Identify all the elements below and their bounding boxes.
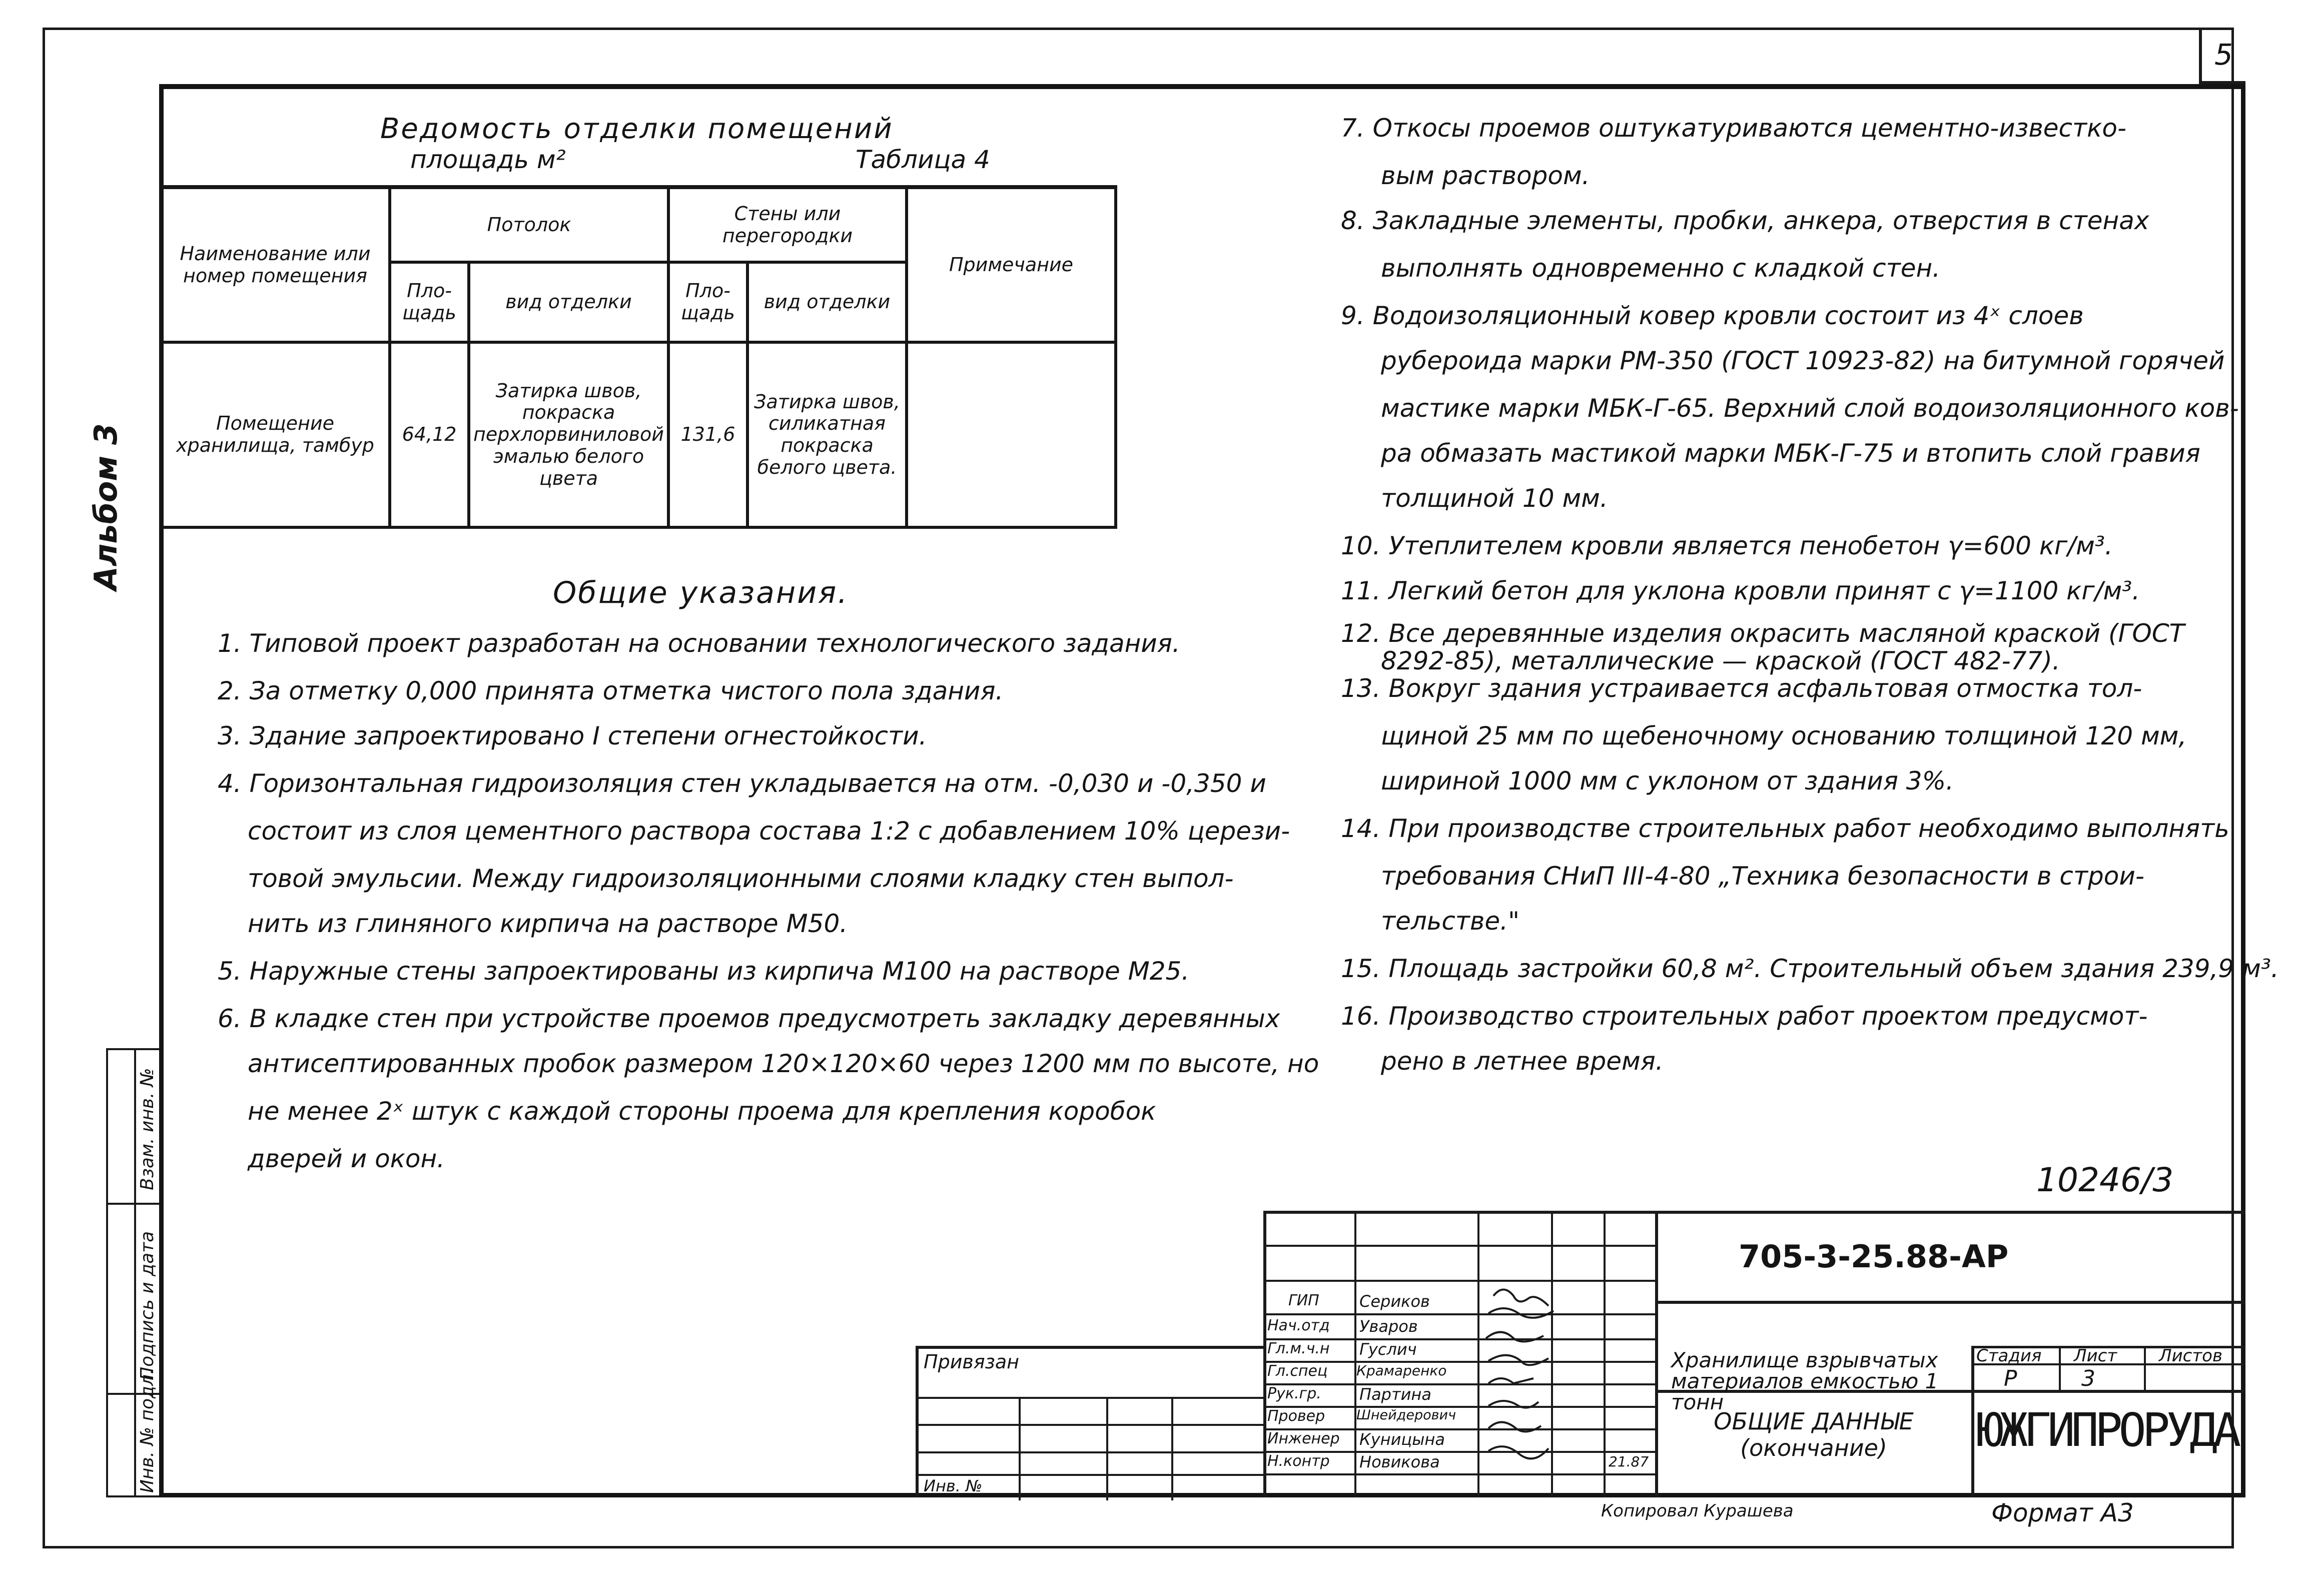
table-subtitle: площадь м² <box>410 145 566 174</box>
row-walls-area: 131,6 <box>668 342 747 527</box>
note-line: 3. Здание запроектировано I степени огнестойкости. <box>218 721 927 750</box>
header-remarks: Примечание <box>907 187 1116 342</box>
note-line: щиной 25 мм по щебеночному основанию толщиной 120 мм, <box>1381 721 2187 750</box>
note-line: 8292-85), металлические — краской (ГОСТ 482-77). <box>1381 646 2060 675</box>
privyazan-label: Привязан <box>924 1351 1019 1373</box>
header-ceiling-finish: вид отделки <box>469 262 668 342</box>
note-line: 13. Вокруг здания устраивается асфальтовая отмостка тол- <box>1341 674 2142 703</box>
row-remarks <box>907 342 1116 527</box>
note-line: 16. Производство строительных работ проектом предусмот- <box>1341 1002 2148 1031</box>
header-walls-area: Пло-щадь <box>668 262 747 342</box>
role-gl-spec: Гл.спец <box>1267 1362 1328 1380</box>
inv-no-label: Инв. № <box>924 1476 983 1495</box>
sheet-value: 3 <box>2081 1366 2095 1391</box>
note-line: антисептированных пробок размером 120×120×60 через 1200 мм по высоте, но <box>248 1049 1319 1078</box>
note-line: рубероида марки РМ-350 (ГОСТ 10923-82) на битумной горячей <box>1381 346 2225 375</box>
note-line: ра обмазать мастикой марки МБК-Г-75 и втопить слой гравия <box>1381 439 2200 468</box>
note-line: рено в летнее время. <box>1381 1047 1664 1076</box>
name-7: Куницына <box>1359 1430 1445 1449</box>
name-5: Партина <box>1359 1385 1431 1404</box>
note-line: 11. Легкий бетон для уклона кровли принят с γ=1100 кг/м³. <box>1341 576 2140 605</box>
drawing-code: 705-3-25.88-АР <box>1739 1238 2009 1275</box>
name-2: Уваров <box>1359 1317 1418 1336</box>
note-line: выполнять одновременно с кладкой стен. <box>1381 254 1941 283</box>
note-line: тельстве." <box>1381 907 1520 936</box>
note-line: 1. Типовой проект разработан на основании технологического задания. <box>218 629 1180 658</box>
sheet-label: Лист <box>2074 1346 2117 1366</box>
role-gip: ГИП <box>1288 1292 1319 1309</box>
stage-value: Р <box>2004 1366 2017 1391</box>
header-ceiling: Потолок <box>390 187 668 262</box>
notes-heading: Общие указания. <box>553 575 849 610</box>
note-line: толщиной 10 мм. <box>1381 484 1608 513</box>
note-line: нить из глиняного кирпича на растворе М50. <box>248 909 848 938</box>
header-room-name: Наименование или номер помещения <box>161 187 390 342</box>
header-walls-finish: вид отделки <box>747 262 907 342</box>
table-title: Ведомость отделки помещений <box>380 113 894 145</box>
stamp-replaced-inv: Взам. инв. № <box>137 1068 158 1190</box>
header-walls: Стены или перегородки <box>668 187 907 262</box>
note-line: состоит из слоя цементного раствора состава 1:2 с добавлением 10% церези- <box>248 817 1290 846</box>
title-block <box>1263 1211 2245 1497</box>
archive-number: 10246/3 <box>2036 1161 2174 1199</box>
note-line: товой эмульсии. Между гидроизоляционными слоями кладку стен выпол- <box>248 864 1234 893</box>
role-n-kontr: Н.контр <box>1267 1452 1330 1470</box>
note-line: мастике марки МБК-Г-65. Верхний слой водоизоляционного ков- <box>1381 394 2239 423</box>
note-line: требования СНиП III-4-80 „Техника безопасности в строи- <box>1381 862 2144 891</box>
note-line: 14. При производстве строительных работ необходимо выполнять <box>1341 814 2229 843</box>
name-1: Сериков <box>1359 1292 1430 1311</box>
side-stamp <box>106 1048 159 1497</box>
note-line: 6. В кладке стен при устройстве проемов предусмотреть закладку деревянных <box>218 1004 1280 1033</box>
note-line: дверей и окон. <box>248 1144 445 1173</box>
role-prover: Провер <box>1267 1407 1325 1425</box>
name-8: Новикова <box>1359 1452 1440 1471</box>
role-nach-otd: Нач.отд <box>1267 1317 1330 1334</box>
note-line: шириной 1000 мм с уклоном от здания 3%. <box>1381 766 1954 795</box>
row-room-name: Помещение хранилища, тамбур <box>161 342 390 527</box>
table-number: Таблица 4 <box>856 145 990 174</box>
note-line: 4. Горизонтальная гидроизоляция стен укладывается на отм. -0,030 и -0,350 и <box>218 769 1266 798</box>
name-4: Крамаренко <box>1356 1362 1447 1379</box>
finishing-table <box>159 185 1117 529</box>
sheet-name: ОБЩИЕ ДАННЫЕ (окончание) <box>1714 1408 1914 1461</box>
stage-label: Стадия <box>1976 1346 2042 1366</box>
row-walls-finish: Затирка швов, силикатная покраска белого цвета. <box>747 342 907 527</box>
note-line: 15. Площадь застройки 60,8 м². Строительный объем здания 239,9 м³. <box>1341 954 2279 983</box>
note-line: 10. Утеплителем кровли является пенобетон γ=600 кг/м³. <box>1341 531 2113 560</box>
note-line: 5. Наружные стены запроектированы из кирпича М100 на растворе М25. <box>218 957 1190 986</box>
role-ruk-gr: Рук.гр. <box>1267 1385 1321 1402</box>
note-line: 9. Водоизоляционный ковер кровли состоит из 4ˣ слоев <box>1341 301 2084 330</box>
name-6: Шнейдерович <box>1356 1407 1456 1423</box>
object-name: Хранилище взрывчатых материалов емкостью 1 тонн <box>1671 1348 1939 1414</box>
signatures <box>1478 1281 1579 1476</box>
format: Формат А3 <box>1991 1498 2134 1527</box>
copied-by: Копировал Курашева <box>1601 1501 1794 1521</box>
note-line: 2. За отметку 0,000 принята отметка чистого пола здания. <box>218 676 1004 705</box>
role-gl-inzh: Гл.м.ч.н <box>1267 1340 1330 1357</box>
date-last: 21.87 <box>1609 1453 1649 1470</box>
page-number: 5 <box>2199 28 2245 84</box>
reference-block <box>916 1346 1263 1497</box>
row-ceiling-finish: Затирка швов, покраска перхлорвиниловой эмалью белого цвета <box>469 342 668 527</box>
note-line: 7. Откосы проемов оштукатуриваются цементно-известко- <box>1341 114 2126 143</box>
stamp-signature-date: Подпись и дата <box>137 1231 158 1380</box>
organization: ЮЖГИПРОРУДА <box>1976 1403 2237 1457</box>
header-ceiling-area: Пло-щадь <box>390 262 469 342</box>
note-line: не менее 2ˣ штук с каждой стороны проема для крепления коробок <box>248 1097 1156 1126</box>
note-line: 12. Все деревянные изделия окрасить масляной краской (ГОСТ <box>1341 619 2185 648</box>
album-label: Альбом 3 <box>88 423 124 590</box>
stamp-original-inv: Инв. № подл. <box>137 1368 158 1493</box>
role-inzhener: Инженер <box>1267 1430 1340 1447</box>
row-ceiling-area: 64,12 <box>390 342 469 527</box>
sheets-label: Листов <box>2159 1346 2223 1366</box>
note-line: 8. Закладные элементы, пробки, анкера, отверстия в стенах <box>1341 206 2149 235</box>
note-line: вым раствором. <box>1381 161 1590 190</box>
name-3: Гуслич <box>1359 1340 1417 1359</box>
